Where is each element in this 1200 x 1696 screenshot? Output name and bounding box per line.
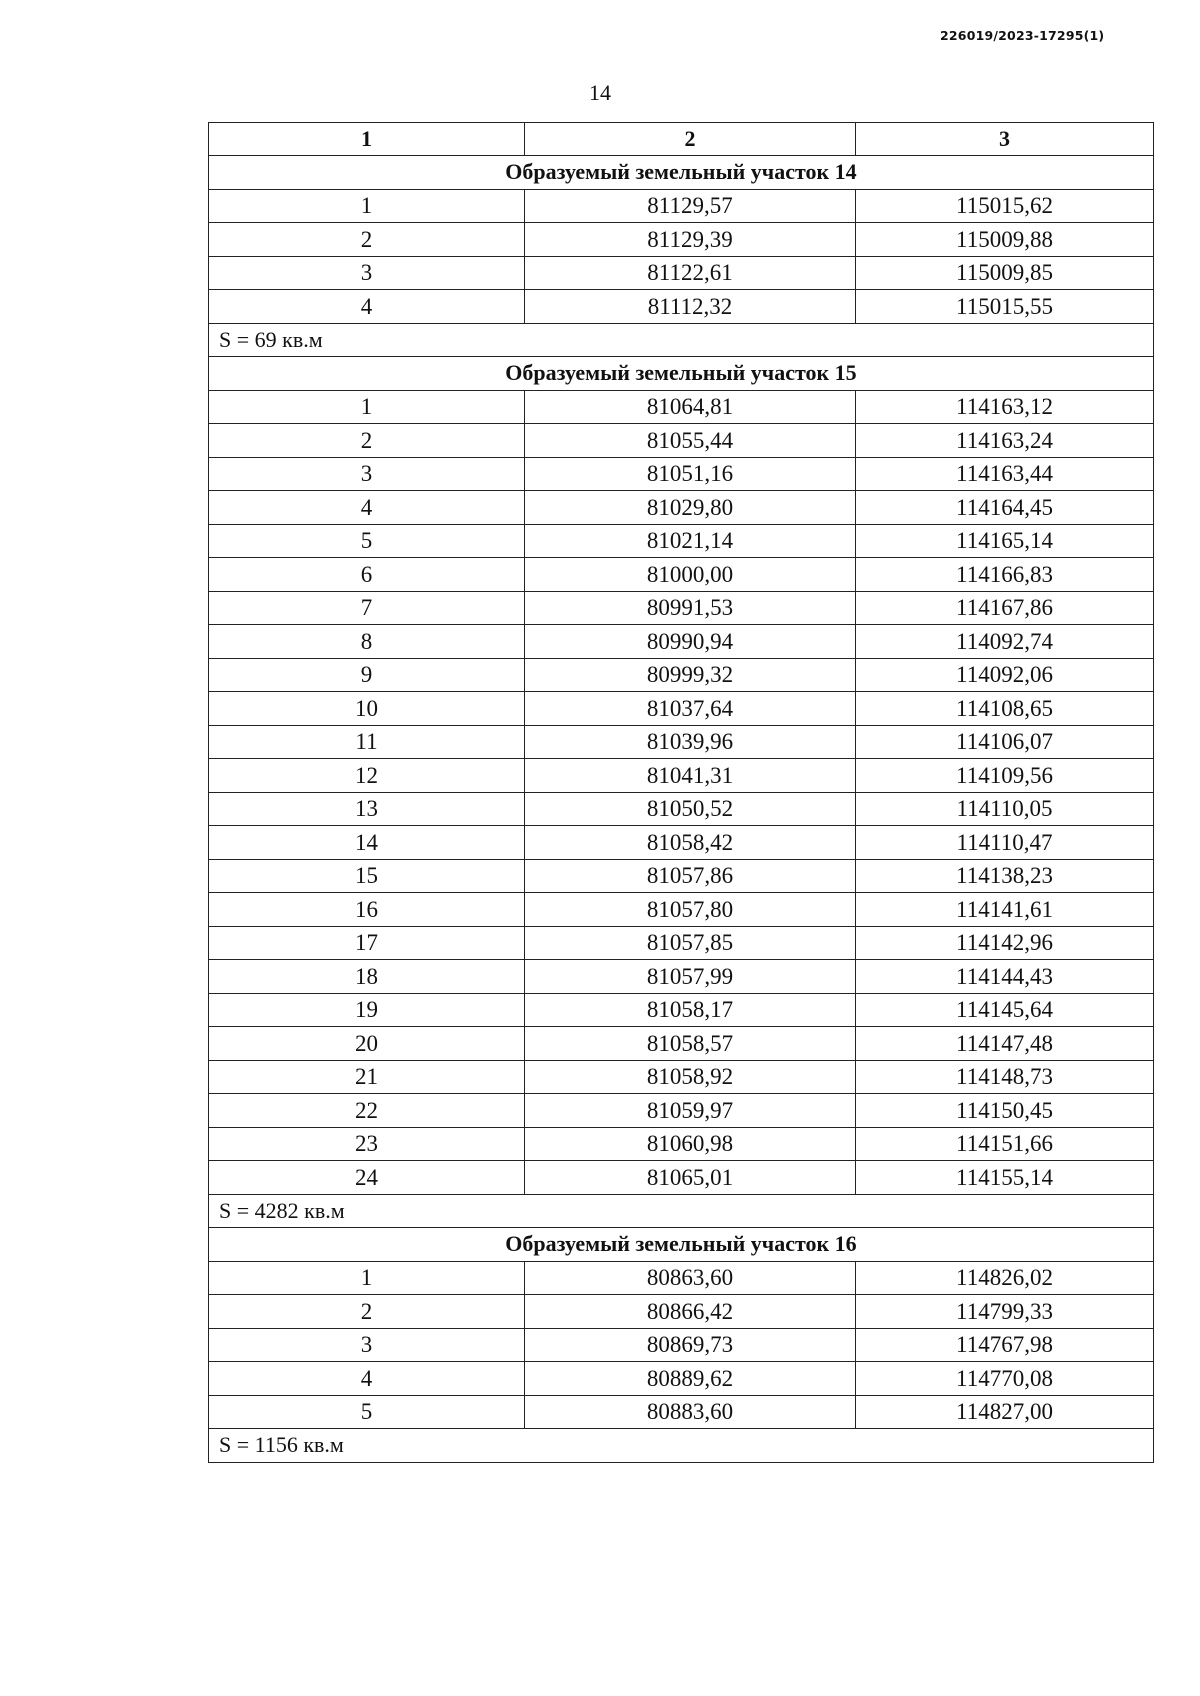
table-row — [209, 625, 1154, 659]
table-row — [209, 591, 1154, 625]
x-coordinate-cell: 81041,31 — [525, 759, 856, 793]
y-coordinate-cell: 114163,44 — [856, 457, 1154, 491]
point-number-cell: 2 — [209, 1295, 525, 1329]
table-row — [209, 491, 1154, 525]
x-coordinate-cell: 81122,61 — [525, 256, 856, 290]
section-title: Образуемый земельный участок 16 — [209, 1228, 1154, 1262]
table-row — [209, 725, 1154, 759]
column-header-y: 3 — [856, 123, 1154, 156]
x-coordinate-cell: 81065,01 — [525, 1161, 856, 1195]
table-row — [209, 524, 1154, 558]
table-row — [209, 893, 1154, 927]
area-row — [209, 323, 1154, 357]
point-number-cell: 4 — [209, 491, 525, 525]
x-coordinate-cell: 81037,64 — [525, 692, 856, 726]
x-coordinate-cell: 81060,98 — [525, 1127, 856, 1161]
x-coordinate-cell: 81051,16 — [525, 457, 856, 491]
table-row — [209, 1027, 1154, 1061]
point-number-cell: 8 — [209, 625, 525, 659]
y-coordinate-cell: 115015,55 — [856, 290, 1154, 324]
table-row — [209, 859, 1154, 893]
x-coordinate-cell: 81039,96 — [525, 725, 856, 759]
table-row — [209, 390, 1154, 424]
table-row — [209, 1094, 1154, 1128]
y-coordinate-cell: 114108,65 — [856, 692, 1154, 726]
x-coordinate-cell: 81112,32 — [525, 290, 856, 324]
x-coordinate-cell: 80990,94 — [525, 625, 856, 659]
x-coordinate-cell: 80999,32 — [525, 658, 856, 692]
point-number-cell: 2 — [209, 424, 525, 458]
y-coordinate-cell: 114148,73 — [856, 1060, 1154, 1094]
point-number-cell: 16 — [209, 893, 525, 927]
point-number-cell: 11 — [209, 725, 525, 759]
y-coordinate-cell: 114151,66 — [856, 1127, 1154, 1161]
column-header-x: 2 — [525, 123, 856, 156]
y-coordinate-cell: 114166,83 — [856, 558, 1154, 592]
point-number-cell: 3 — [209, 256, 525, 290]
table-header-row — [209, 123, 1154, 156]
x-coordinate-cell: 80869,73 — [525, 1328, 856, 1362]
area-row — [209, 1429, 1154, 1463]
table-row — [209, 1161, 1154, 1195]
y-coordinate-cell: 114150,45 — [856, 1094, 1154, 1128]
table-row — [209, 658, 1154, 692]
x-coordinate-cell: 81064,81 — [525, 390, 856, 424]
y-coordinate-cell: 114163,12 — [856, 390, 1154, 424]
y-coordinate-cell: 114106,07 — [856, 725, 1154, 759]
point-number-cell: 4 — [209, 290, 525, 324]
table-row — [209, 1261, 1154, 1295]
point-number-cell: 9 — [209, 658, 525, 692]
point-number-cell: 2 — [209, 223, 525, 257]
table-row — [209, 1295, 1154, 1329]
x-coordinate-cell: 81057,99 — [525, 960, 856, 994]
x-coordinate-cell: 80863,60 — [525, 1261, 856, 1295]
x-coordinate-cell: 81057,80 — [525, 893, 856, 927]
coordinates-table-body — [209, 123, 1154, 1463]
point-number-cell: 14 — [209, 826, 525, 860]
table-row — [209, 189, 1154, 223]
x-coordinate-cell: 81059,97 — [525, 1094, 856, 1128]
x-coordinate-cell: 80991,53 — [525, 591, 856, 625]
x-coordinate-cell: 80866,42 — [525, 1295, 856, 1329]
x-coordinate-cell: 80883,60 — [525, 1395, 856, 1429]
table-row — [209, 558, 1154, 592]
y-coordinate-cell: 114142,96 — [856, 926, 1154, 960]
y-coordinate-cell: 114144,43 — [856, 960, 1154, 994]
y-coordinate-cell: 115015,62 — [856, 189, 1154, 223]
point-number-cell: 6 — [209, 558, 525, 592]
document-id: 226019/2023-17295(1) — [940, 28, 1105, 43]
point-number-cell: 23 — [209, 1127, 525, 1161]
table-row — [209, 960, 1154, 994]
y-coordinate-cell: 114092,06 — [856, 658, 1154, 692]
y-coordinate-cell: 115009,85 — [856, 256, 1154, 290]
section-title: Образуемый земельный участок 15 — [209, 357, 1154, 391]
column-header-point: 1 — [209, 123, 525, 156]
point-number-cell: 22 — [209, 1094, 525, 1128]
coordinates-table — [208, 122, 1154, 1463]
x-coordinate-cell: 81058,92 — [525, 1060, 856, 1094]
table-row — [209, 1328, 1154, 1362]
y-coordinate-cell: 114138,23 — [856, 859, 1154, 893]
x-coordinate-cell: 81058,42 — [525, 826, 856, 860]
x-coordinate-cell: 81057,85 — [525, 926, 856, 960]
point-number-cell: 1 — [209, 1261, 525, 1295]
table-row — [209, 826, 1154, 860]
point-number-cell: 3 — [209, 1328, 525, 1362]
y-coordinate-cell: 114826,02 — [856, 1261, 1154, 1295]
section-title-row — [209, 357, 1154, 391]
table-row — [209, 424, 1154, 458]
table-row — [209, 1395, 1154, 1429]
point-number-cell: 19 — [209, 993, 525, 1027]
y-coordinate-cell: 114164,45 — [856, 491, 1154, 525]
point-number-cell: 21 — [209, 1060, 525, 1094]
table-row — [209, 256, 1154, 290]
y-coordinate-cell: 114155,14 — [856, 1161, 1154, 1195]
x-coordinate-cell: 81129,57 — [525, 189, 856, 223]
page-number: 14 — [589, 80, 611, 105]
table-row — [209, 1127, 1154, 1161]
point-number-cell: 15 — [209, 859, 525, 893]
x-coordinate-cell: 80889,62 — [525, 1362, 856, 1396]
point-number-cell: 4 — [209, 1362, 525, 1396]
area-value: S = 1156 кв.м — [209, 1429, 1154, 1463]
y-coordinate-cell: 114827,00 — [856, 1395, 1154, 1429]
y-coordinate-cell: 114110,05 — [856, 792, 1154, 826]
x-coordinate-cell: 81057,86 — [525, 859, 856, 893]
x-coordinate-cell: 81055,44 — [525, 424, 856, 458]
point-number-cell: 12 — [209, 759, 525, 793]
point-number-cell: 18 — [209, 960, 525, 994]
table-row — [209, 1060, 1154, 1094]
y-coordinate-cell: 114163,24 — [856, 424, 1154, 458]
table-row — [209, 759, 1154, 793]
table-row — [209, 792, 1154, 826]
point-number-cell: 24 — [209, 1161, 525, 1195]
y-coordinate-cell: 114165,14 — [856, 524, 1154, 558]
y-coordinate-cell: 114141,61 — [856, 893, 1154, 927]
point-number-cell: 20 — [209, 1027, 525, 1061]
table-row — [209, 926, 1154, 960]
point-number-cell: 17 — [209, 926, 525, 960]
x-coordinate-cell: 81058,17 — [525, 993, 856, 1027]
section-title-row — [209, 1228, 1154, 1262]
table-row — [209, 457, 1154, 491]
area-value: S = 69 кв.м — [209, 323, 1154, 357]
point-number-cell: 7 — [209, 591, 525, 625]
table-row — [209, 692, 1154, 726]
point-number-cell: 5 — [209, 1395, 525, 1429]
point-number-cell: 3 — [209, 457, 525, 491]
x-coordinate-cell: 81029,80 — [525, 491, 856, 525]
point-number-cell: 13 — [209, 792, 525, 826]
point-number-cell: 1 — [209, 189, 525, 223]
point-number-cell: 1 — [209, 390, 525, 424]
y-coordinate-cell: 114109,56 — [856, 759, 1154, 793]
table-row — [209, 993, 1154, 1027]
point-number-cell: 10 — [209, 692, 525, 726]
y-coordinate-cell: 114799,33 — [856, 1295, 1154, 1329]
y-coordinate-cell: 114167,86 — [856, 591, 1154, 625]
x-coordinate-cell: 81058,57 — [525, 1027, 856, 1061]
point-number-cell: 5 — [209, 524, 525, 558]
table-row — [209, 290, 1154, 324]
y-coordinate-cell: 114770,08 — [856, 1362, 1154, 1396]
y-coordinate-cell: 114110,47 — [856, 826, 1154, 860]
y-coordinate-cell: 114145,64 — [856, 993, 1154, 1027]
x-coordinate-cell: 81000,00 — [525, 558, 856, 592]
area-value: S = 4282 кв.м — [209, 1194, 1154, 1228]
y-coordinate-cell: 114147,48 — [856, 1027, 1154, 1061]
x-coordinate-cell: 81021,14 — [525, 524, 856, 558]
section-title-row — [209, 156, 1154, 190]
y-coordinate-cell: 114767,98 — [856, 1328, 1154, 1362]
table-row — [209, 223, 1154, 257]
x-coordinate-cell: 81050,52 — [525, 792, 856, 826]
x-coordinate-cell: 81129,39 — [525, 223, 856, 257]
area-row — [209, 1194, 1154, 1228]
section-title: Образуемый земельный участок 14 — [209, 156, 1154, 190]
y-coordinate-cell: 115009,88 — [856, 223, 1154, 257]
y-coordinate-cell: 114092,74 — [856, 625, 1154, 659]
table-row — [209, 1362, 1154, 1396]
